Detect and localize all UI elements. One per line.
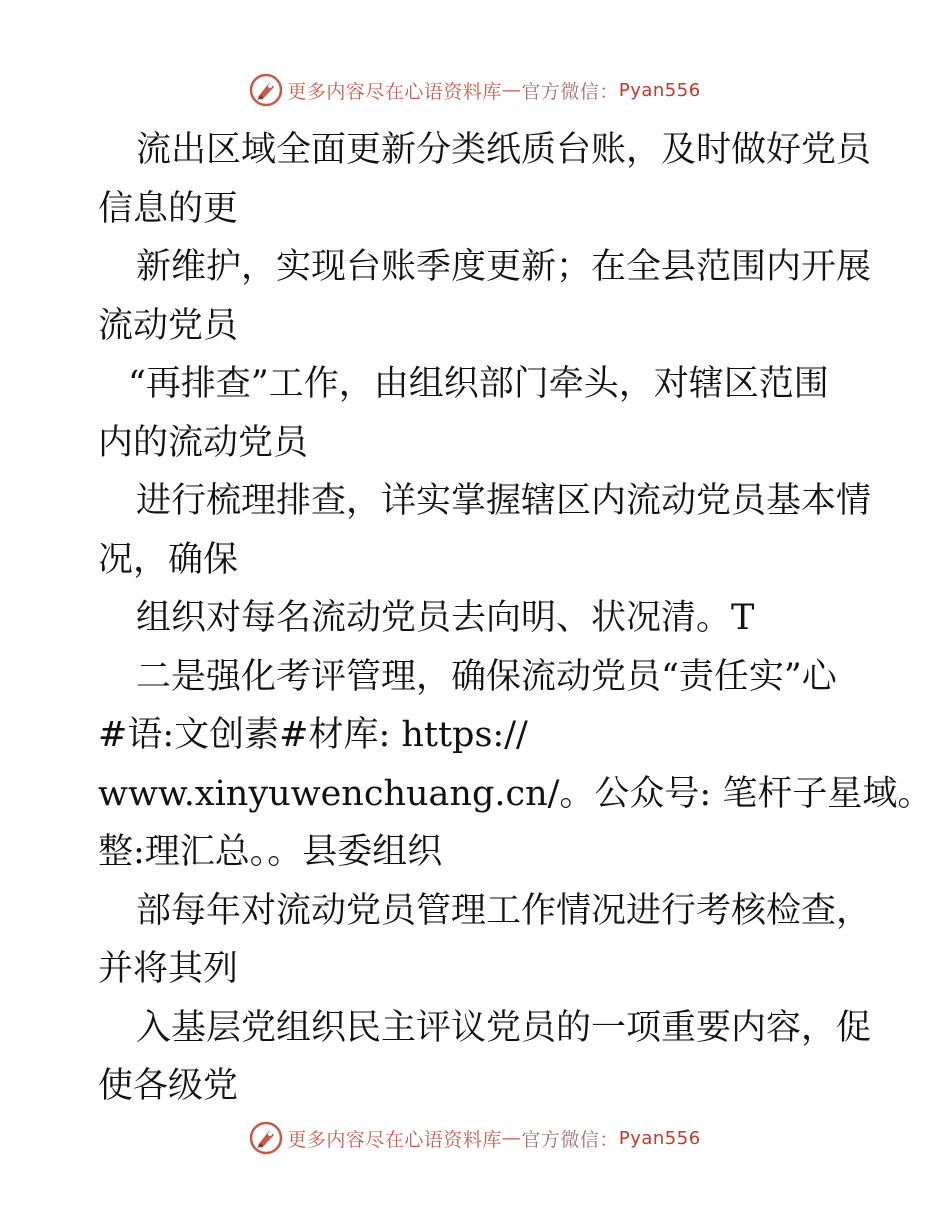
footer-wechat-id: Pyan556 <box>618 1127 701 1149</box>
pen-nib-logo-icon <box>249 73 283 107</box>
text-line: 整:理汇总。。县委组织 <box>98 832 443 872</box>
header-separator: — <box>501 79 522 101</box>
footer-brand-text: 更多内容尽在心语资料库 <box>287 1128 502 1151</box>
text-line: 入基层党组织民主评议党员的一项重要内容，促 <box>136 1007 872 1048</box>
footer-separator: — <box>501 1127 522 1149</box>
text-line: 流动党员 <box>98 305 239 346</box>
header-wechat-id: Pyan556 <box>618 79 701 101</box>
header-wechat-label: 官方微信： <box>521 80 619 103</box>
text-line: 二是强化考评管理，确保流动党员“责任实”心 <box>136 656 837 697</box>
text-line: 况，确保 <box>98 539 239 580</box>
text-line: 信息的更 <box>98 188 239 229</box>
text-line: 内的流动党员 <box>98 422 309 463</box>
header-brand-text: 更多内容尽在心语资料库 <box>287 80 502 103</box>
text-line: 组织对每名流动党员去向明、状况清。T <box>136 598 755 638</box>
text-line: #语:文创素#材库: https:// <box>98 715 528 755</box>
text-line: 进行梳理排查，详实掌握辖区内流动党员基本情 <box>136 481 872 521</box>
footer-banner <box>0 1118 950 1158</box>
pen-nib-logo-icon <box>249 1121 283 1155</box>
text-line: 流出区域全面更新分类纸质台账，及时做好党员 <box>136 130 872 170</box>
header-banner <box>0 70 950 110</box>
footer-wechat-label: 官方微信： <box>521 1128 619 1151</box>
text-line: 并将其列 <box>98 949 239 989</box>
body-text <box>98 121 933 1116</box>
text-line: 新维护，实现台账季度更新；在全县范围内开展 <box>136 247 872 287</box>
text-line: “再排查”工作，由组织部门牵头，对辖区范围 <box>128 364 829 404</box>
text-line: www.xinyuwenchuang.cn/。公众号: 笔杆子星域。 <box>98 773 933 814</box>
text-line: 使各级党 <box>98 1066 239 1106</box>
text-line: 部每年对流动党员管理工作情况进行考核检查， <box>136 890 872 931</box>
